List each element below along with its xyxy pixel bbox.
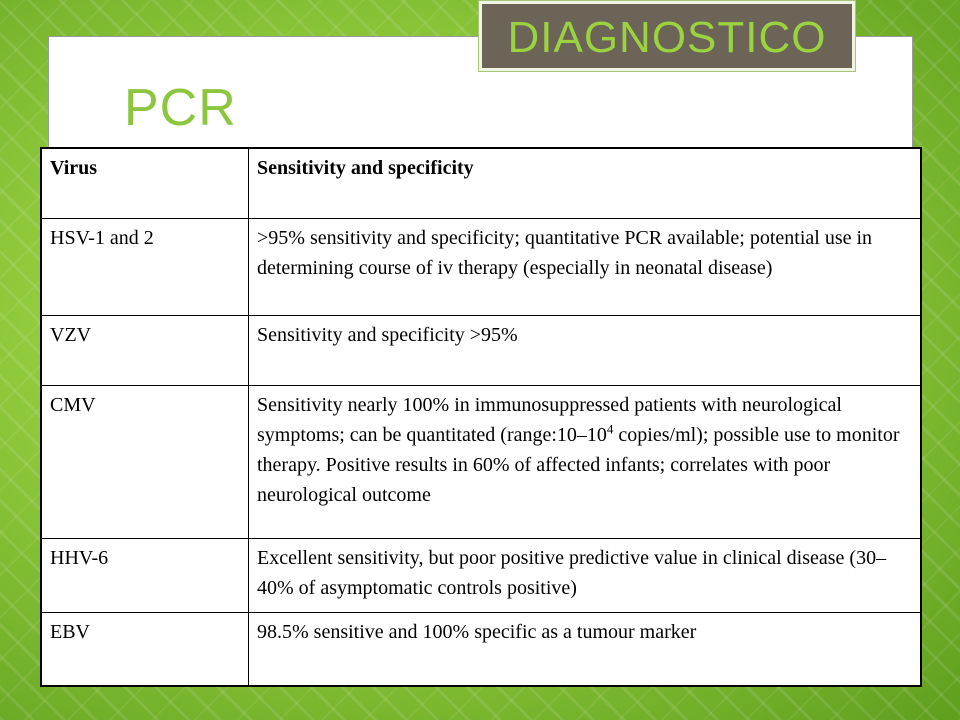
- header-virus: Virus: [41, 148, 249, 218]
- section-tag: [478, 0, 856, 72]
- table-row: [41, 538, 921, 612]
- table-row: [41, 612, 921, 686]
- detail-cell: >95% sensitivity and specificity; quantitative PCR available; potential use in determining course of iv therapy (especially in neonatal disease): [249, 218, 922, 315]
- table-row: [41, 218, 921, 315]
- virus-cell: CMV: [41, 385, 249, 538]
- detail-text-b: copies/ml); possible use to monitor therapy. Positive results in 60% of affected infants; correlates with poor neurological outcome: [257, 423, 900, 506]
- virus-cell: EBV: [41, 612, 249, 686]
- detail-cell: Excellent sensitivity, but poor positive predictive value in clinical disease (30–40% of asymptomatic controls positive): [249, 538, 922, 612]
- detail-text-a: Sensitivity nearly 100% in immunosuppressed patients with neurological symptoms; can be quantitated (range:10–10: [257, 393, 842, 446]
- section-tag-label: DIAGNOSTICO: [482, 4, 852, 68]
- pcr-table: [40, 147, 922, 687]
- detail-cell: [249, 385, 922, 538]
- virus-cell: HHV-6: [41, 538, 249, 612]
- table-header-row: [41, 148, 921, 218]
- virus-cell: HSV-1 and 2: [41, 218, 249, 315]
- detail-superscript: 4: [606, 420, 614, 436]
- table-row: [41, 315, 921, 385]
- detail-cell: 98.5% sensitive and 100% specific as a tumour marker: [249, 612, 922, 686]
- virus-cell: VZV: [41, 315, 249, 385]
- page-title: PCR: [124, 79, 237, 137]
- header-sensitivity: Sensitivity and specificity: [249, 148, 922, 218]
- detail-cell: Sensitivity and specificity >95%: [249, 315, 922, 385]
- table-row: [41, 385, 921, 538]
